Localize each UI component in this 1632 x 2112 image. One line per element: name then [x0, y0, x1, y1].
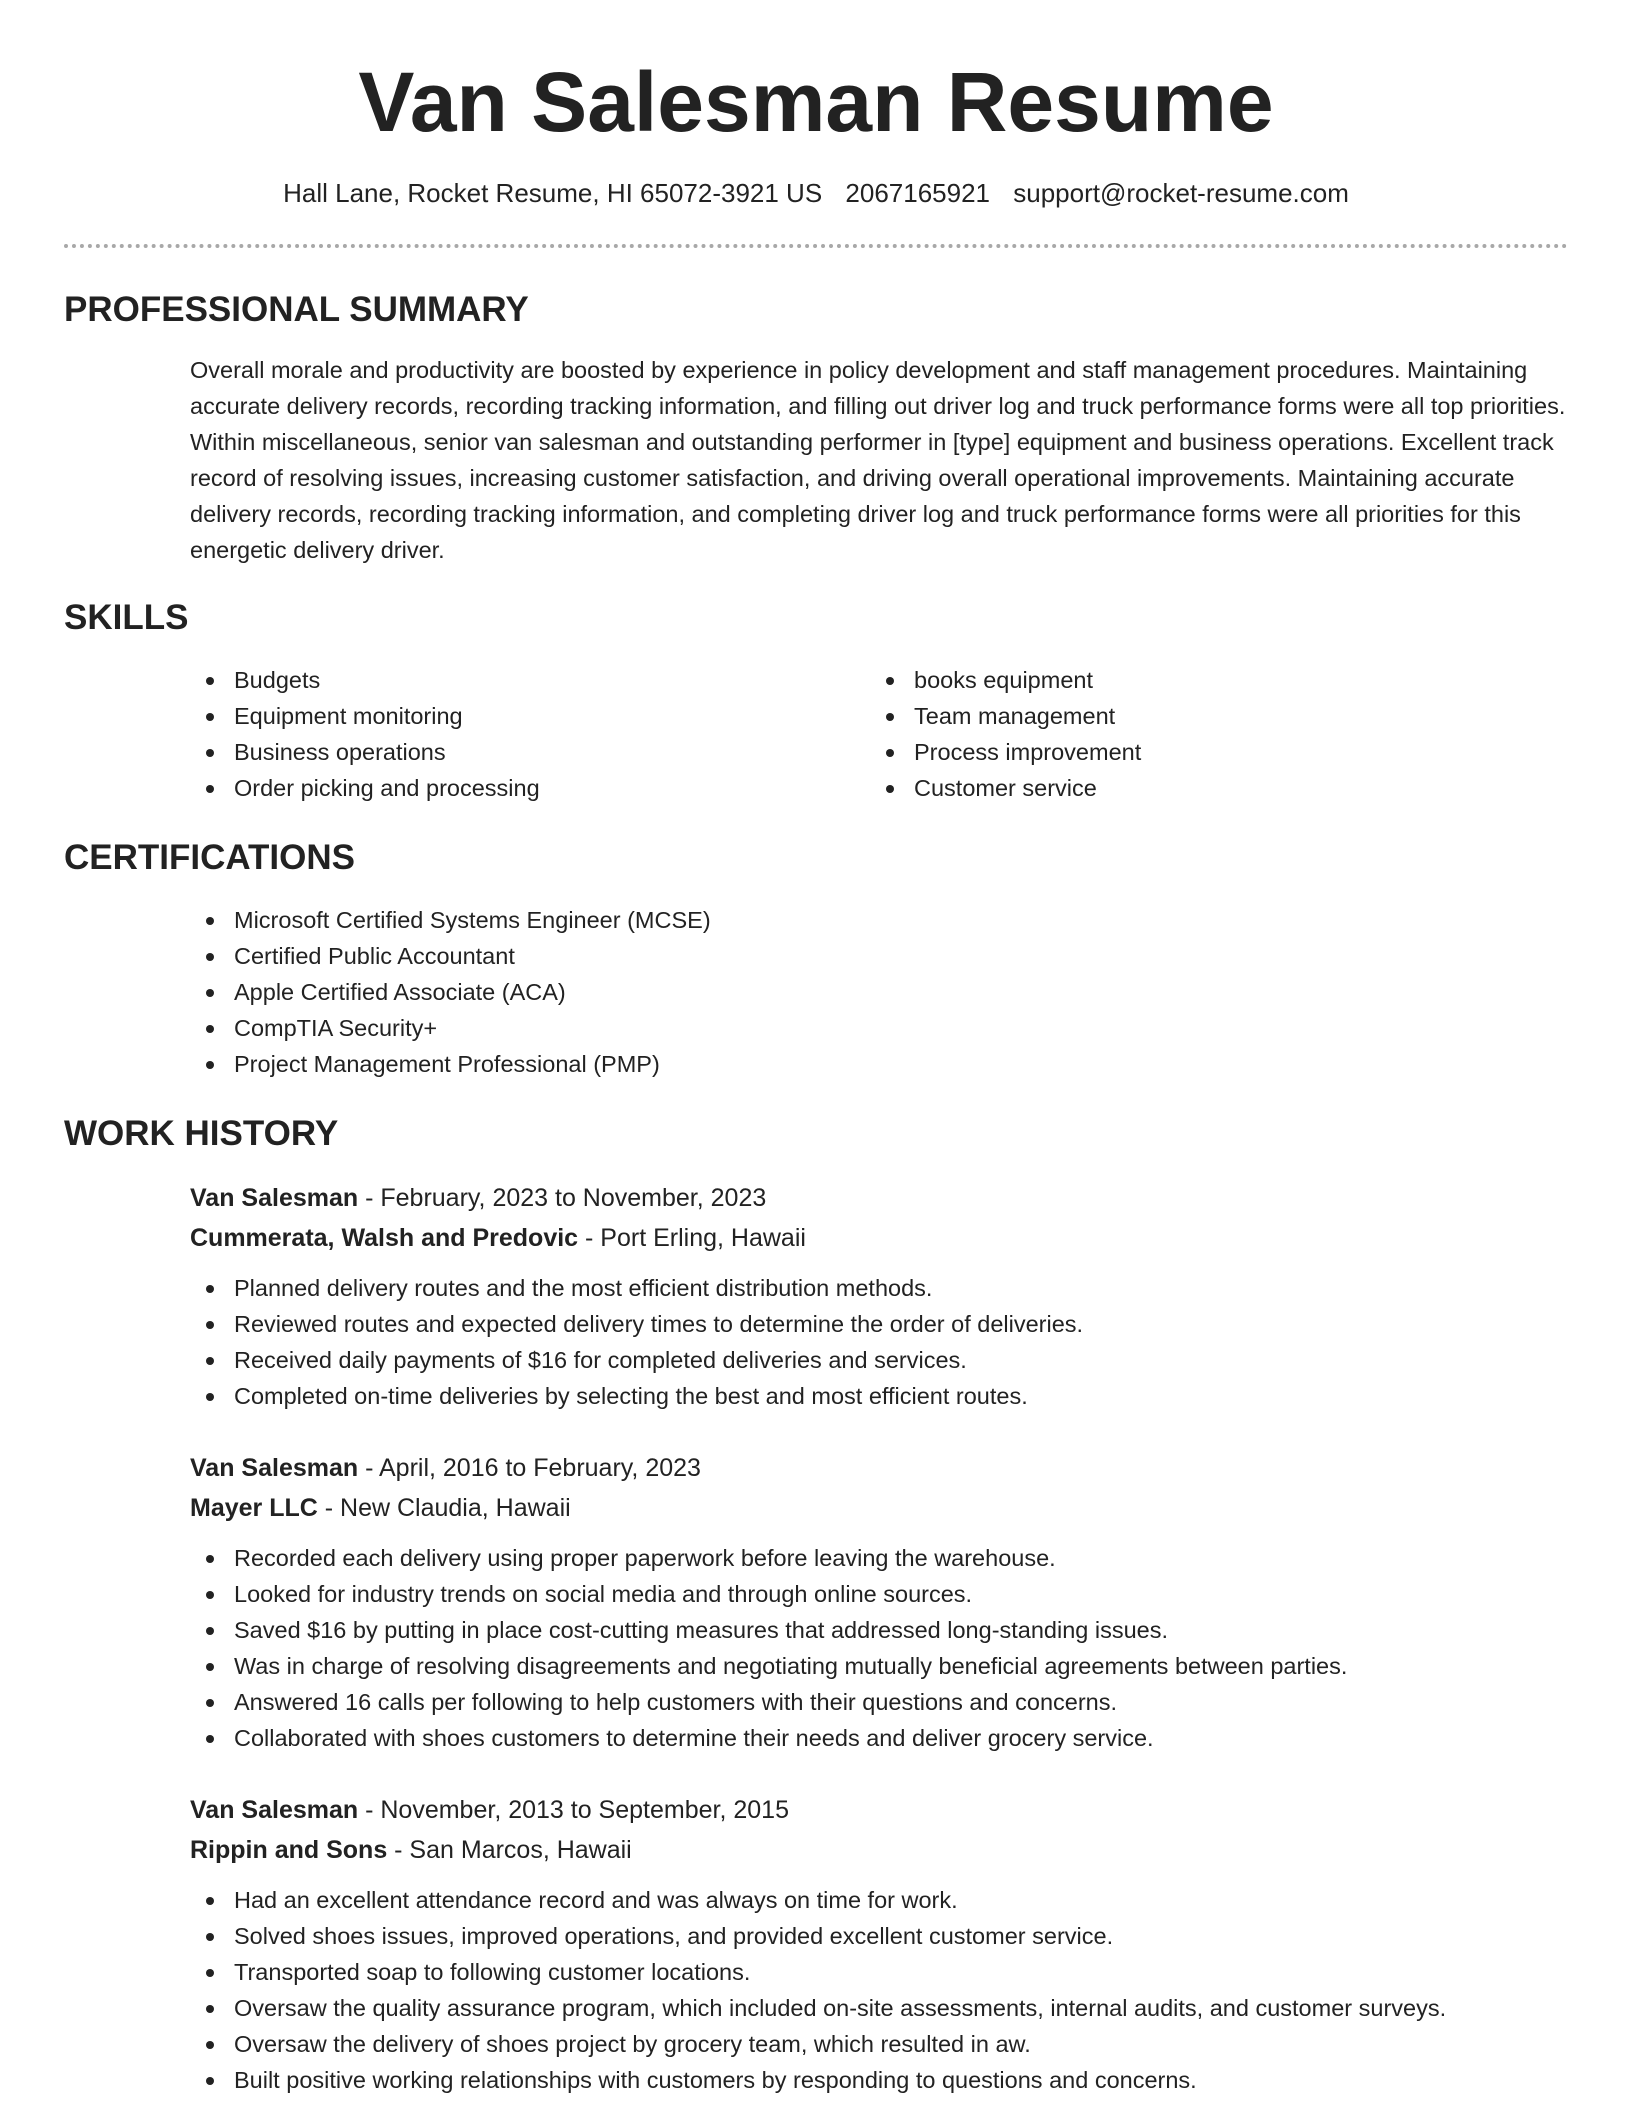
job-company: Cummerata, Walsh and Predovic [190, 1224, 579, 1252]
job-location: - Port Erling, Hawaii [578, 1224, 806, 1252]
job-company: Mayer LLC [190, 1494, 318, 1522]
job-bullet: Was in charge of resolving disagreements and negotiating mutually beneficial agreements between parties. [190, 1648, 1568, 1684]
certification-item: Apple Certified Associate (ACA) [190, 974, 1568, 1010]
job-dates: - February, 2023 to November, 2023 [358, 1184, 767, 1212]
skill-item: Equipment monitoring [190, 698, 870, 734]
work-history-heading: WORK HISTORY [64, 1114, 339, 1153]
contact-line [64, 176, 1568, 210]
job-bullet: Recorded each delivery using proper paperwork before leaving the warehouse. [190, 1540, 1568, 1576]
job-entry [190, 1790, 1568, 2098]
skills-right-list [870, 662, 1550, 806]
job-bullet: Built positive working relationships with customers by responding to questions and concerns. [190, 2062, 1568, 2098]
skill-item: books equipment [870, 662, 1550, 698]
job-title: Van Salesman [190, 1184, 359, 1212]
contact-address: Hall Lane, Rocket Resume, HI 65072-3921 US [283, 178, 823, 208]
skill-item: Team management [870, 698, 1550, 734]
job-title: Van Salesman [190, 1796, 359, 1824]
job-entry [190, 1178, 1568, 1414]
job-title-line [190, 1178, 1568, 1218]
skills-heading: SKILLS [64, 598, 189, 637]
job-bullet: Solved shoes issues, improved operations, and provided excellent customer service. [190, 1918, 1568, 1954]
certifications-heading: CERTIFICATIONS [64, 838, 356, 877]
job-bullet: Oversaw the delivery of shoes project by grocery team, which resulted in aw. [190, 2026, 1568, 2062]
job-bullet: Collaborated with shoes customers to determine their needs and deliver grocery service. [190, 1720, 1568, 1756]
certifications-list [190, 902, 1568, 1082]
job-bullet: Reviewed routes and expected delivery times to determine the order of deliveries. [190, 1306, 1568, 1342]
job-title: Van Salesman [190, 1454, 359, 1482]
job-bullet: Looked for industry trends on social media and through online sources. [190, 1576, 1568, 1612]
job-entry [190, 1448, 1568, 1756]
job-bullet: Saved $16 by putting in place cost-cutting measures that addressed long-standing issues. [190, 1612, 1568, 1648]
skill-item: Process improvement [870, 734, 1550, 770]
job-title-line [190, 1448, 1568, 1488]
job-company-line [190, 1830, 1568, 1870]
skill-item: Budgets [190, 662, 870, 698]
job-bullet: Oversaw the quality assurance program, which included on-site assessments, internal audits, and customer surveys. [190, 1990, 1568, 2026]
certification-item: Project Management Professional (PMP) [190, 1046, 1568, 1082]
certification-item: CompTIA Security+ [190, 1010, 1568, 1046]
job-bullet: Had an excellent attendance record and was always on time for work. [190, 1882, 1568, 1918]
job-bullets [190, 1882, 1568, 2098]
job-dates: - November, 2013 to September, 2015 [358, 1796, 789, 1824]
job-title-line [190, 1790, 1568, 1830]
certification-item: Microsoft Certified Systems Engineer (MCSE) [190, 902, 1568, 938]
job-bullet: Transported soap to following customer locations. [190, 1954, 1568, 1990]
job-company-line [190, 1488, 1568, 1528]
job-company-line [190, 1218, 1568, 1258]
job-location: - San Marcos, Hawaii [387, 1836, 632, 1864]
skill-item: Order picking and processing [190, 770, 870, 806]
summary-text: Overall morale and productivity are boosted by experience in policy development and staff management procedures. Maintaining accurate delivery records, recording tracking information, and filling out driver log and truck performance forms were all top priorities. Within miscellaneous, senior van salesman and outstanding performer in [type] equipment and business operations. Excellent track record of resolving issues, increasing customer satisfaction, and driving overall operational improvements. Maintaining accurate delivery records, recording tracking information, and completing driver log and truck performance forms were all priorities for this energetic delivery driver. [190, 357, 1566, 563]
job-bullet: Answered 16 calls per following to help customers with their questions and concerns. [190, 1684, 1568, 1720]
skills-left-list [190, 662, 870, 806]
job-bullets [190, 1540, 1568, 1756]
contact-email: support@rocket-resume.com [1013, 178, 1349, 208]
job-company: Rippin and Sons [190, 1836, 388, 1864]
certification-item: Certified Public Accountant [190, 938, 1568, 974]
skills-columns [190, 662, 1568, 806]
header-divider [64, 244, 1568, 248]
job-location: - New Claudia, Hawaii [317, 1494, 571, 1522]
job-bullet: Completed on-time deliveries by selecting the best and most efficient routes. [190, 1378, 1568, 1414]
job-dates: - April, 2016 to February, 2023 [358, 1454, 701, 1482]
summary-heading: PROFESSIONAL SUMMARY [64, 290, 529, 329]
job-bullet: Planned delivery routes and the most efficient distribution methods. [190, 1270, 1568, 1306]
skill-item: Business operations [190, 734, 870, 770]
job-bullet: Received daily payments of $16 for completed deliveries and services. [190, 1342, 1568, 1378]
skill-item: Customer service [870, 770, 1550, 806]
resume-title: Van Salesman Resume [358, 55, 1274, 149]
resume-page [64, 0, 1568, 2098]
contact-phone: 2067165921 [845, 178, 991, 208]
job-bullets [190, 1270, 1568, 1414]
